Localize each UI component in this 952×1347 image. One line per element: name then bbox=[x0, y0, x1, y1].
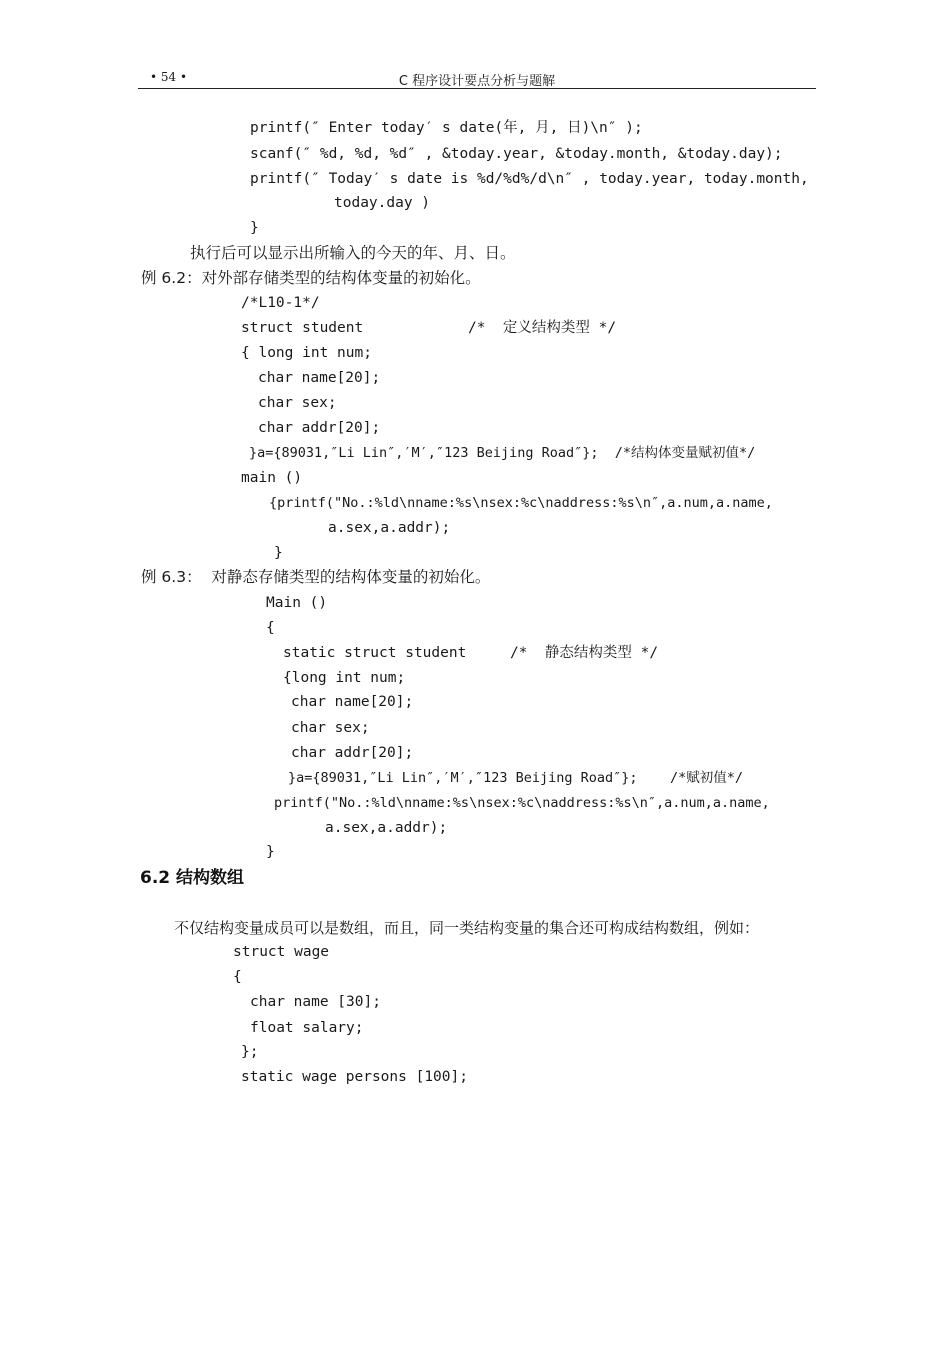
code-line: a.sex,a.addr); bbox=[325, 820, 448, 836]
code-line: } bbox=[266, 844, 275, 860]
code-line: Main () bbox=[266, 595, 328, 611]
example-title: 例 6.2：对外部存储类型的结构体变量的初始化。 bbox=[141, 269, 481, 287]
code-line: char name[20]; bbox=[291, 694, 414, 710]
code-line: /*L10-1*/ bbox=[241, 295, 320, 311]
code-line: a.sex,a.addr); bbox=[328, 520, 451, 536]
code-line: { bbox=[266, 620, 275, 636]
code-line: { long int num; bbox=[241, 345, 372, 361]
code-line: }; bbox=[241, 1044, 259, 1060]
code-line: printf(″ Today′ s date is %d/%d%/d\n″ , today.year, today.month, bbox=[250, 171, 809, 187]
code-line: }a={89031,″Li Lin″,′M′,″123 Beijing Road″}; /*赋初值*/ bbox=[288, 770, 744, 786]
code-line: static wage persons [100]; bbox=[241, 1069, 468, 1085]
page-header bbox=[138, 68, 816, 89]
code-line: printf(″ Enter today′ s date(年, 月, 日)\n″ ); bbox=[250, 120, 643, 136]
code-line: char sex; bbox=[291, 720, 370, 736]
code-line: { bbox=[233, 969, 242, 985]
code-line: {long int num; bbox=[283, 670, 406, 686]
body-text: 执行后可以显示出所输入的今天的年、月、日。 bbox=[190, 244, 516, 262]
code-line: char sex; bbox=[258, 395, 337, 411]
code-line: char name[20]; bbox=[258, 370, 381, 386]
code-line: char addr[20]; bbox=[291, 745, 414, 761]
code-line: } bbox=[250, 220, 259, 236]
code-line: printf("No.:%ld\nname:%s\nsex:%c\naddress:%s\n″,a.num,a.name, bbox=[274, 795, 770, 811]
code-line: }a={89031,″Li Lin″,′M′,″123 Beijing Road″}; /*结构体变量赋初值*/ bbox=[249, 445, 756, 461]
code-line: float salary; bbox=[250, 1020, 364, 1036]
body-text: 不仅结构变量成员可以是数组，而且，同一类结构变量的集合还可构成结构数组，例如： bbox=[174, 919, 760, 937]
code-line: {printf("No.:%ld\nname:%s\nsex:%c\naddress:%s\n″,a.num,a.name, bbox=[269, 495, 773, 511]
code-line: } bbox=[274, 545, 283, 561]
code-line: char name [30]; bbox=[250, 994, 381, 1010]
example-title: 例 6.3： 对静态存储类型的结构体变量的初始化。 bbox=[141, 568, 491, 586]
code-line: char addr[20]; bbox=[258, 420, 381, 436]
code-line: today.day ) bbox=[334, 195, 431, 211]
code-line: struct wage bbox=[233, 944, 330, 960]
code-line: static struct student /* 静态结构类型 */ bbox=[283, 645, 659, 661]
code-line: main () bbox=[241, 470, 303, 486]
page-number: • 54 • bbox=[150, 70, 188, 84]
code-line: struct student /* 定义结构类型 */ bbox=[241, 320, 617, 336]
code-line: scanf(″ %d, %d, %d″ , &today.year, &today.month, &today.day); bbox=[250, 146, 783, 162]
section-heading: 6.2 结构数组 bbox=[140, 868, 245, 888]
running-title: C 程序设计要点分析与题解 bbox=[398, 74, 556, 89]
